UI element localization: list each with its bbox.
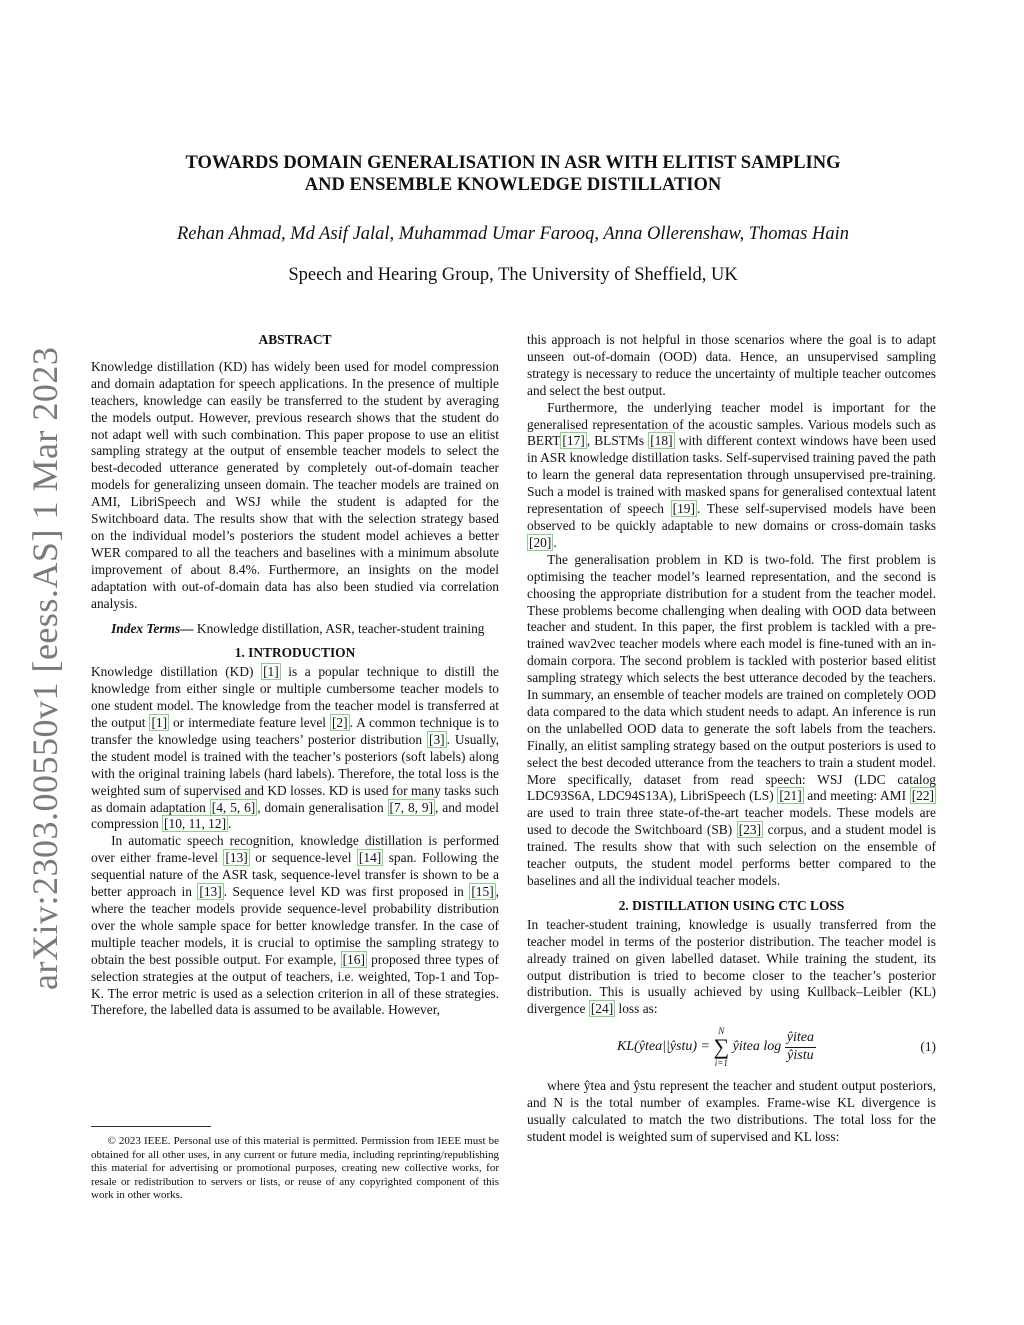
citation-link[interactable]: [13]: [225, 850, 248, 866]
summation-symbol: N ∑ i=1: [713, 1026, 730, 1069]
kl-divergence-formula: KL(ŷtea||ŷstu) = N ∑ i=1 ŷitea log $\frac{\text{ŷitea}}{\text{ŷistu}}$: [617, 1026, 814, 1069]
citation-link[interactable]: [2]: [331, 715, 348, 731]
right-paragraph-3: The generalisation problem in KD is two-fold. The first problem is optimising the teacher model’s learned representation, and the second is choosing the appropriate distribution for a student from the teacher model. These problems become challenging when dealing with OOD data between teacher and student. In this paper, the first problem is tackled with a pre-trained wav2vec teacher models where each model is fine-tuned with an in-domain corpora. The second problem is tackled with posterior based elitist sampling strategy which selects the best utterance decoded by the teachers. In summary, an ensemble of teacher models are trained on completely OOD data compared to the data which student needs to adapt. An inference is run on the unlabelled OOD data to generate the soft labels from the teachers. Finally, an elitist sampling strategy based on the output posteriors is used to select the best decoded utterance from the teachers to train a student model. More specifically, dataset from read speech: WSJ (LDC catalog LDC93S6A, LDC94S13A), LibriSpeech (LS) [21] and meeting: AMI [22] are used to train three state-of-the-art teacher models. These models are used to decode the Switchboard (SB) [23] corpus, and a student model is trained. The results show that with such selection on the ensemble of teacher outputs, the student model performs better compared to the baselines and all the individual teacher models.: [527, 551, 936, 888]
citation-link[interactable]: [10, 11, 12]: [164, 816, 227, 832]
author-list: Rehan Ahmad, Md Asif Jalal, Muhammad Umar Farooq, Anna Ollerenshaw, Thomas Hain: [177, 224, 849, 244]
arxiv-identifier: arXiv:2303.00550v1 [eess.AS] 1 Mar 2023: [25, 346, 65, 990]
footnote-text: © 2023 IEEE. Personal use of this material is permitted. Permission from IEEE must be obtained for all other uses, in any current or future media, including reprinting/republishing this material for advertising or promotional purposes, creating new collective works, for resale or redistribution to servers or lists, or reuse of any copyrighted component of this work in other works.: [91, 1135, 499, 1202]
citation-link[interactable]: [1]: [263, 664, 279, 680]
right-paragraph-1: this approach is not helpful in those scenarios where the goal is to adapt unseen out-of-domain (OOD) data. Hence, an unsupervised sampling strategy is necessary to reduce the uncertainty of multiple teacher outcomes and select the best output.: [527, 332, 936, 398]
index-terms: [91, 621, 499, 638]
equation-number: (1): [920, 1038, 936, 1054]
citation-link[interactable]: [19]: [672, 501, 695, 517]
section-1-heading: 1. INTRODUCTION: [234, 645, 356, 661]
citation-link[interactable]: [7, 8, 9]: [389, 799, 434, 815]
citation-link[interactable]: [14]: [358, 850, 382, 866]
right-paragraph-2: Furthermore, the underlying teacher model is important for the generalised representation of the acoustic samples. Various models such as BERT [17] , BLSTMs [18] with different context windows have been used in ASR knowledge distillation tasks. Self-supervised training paved the path to learn the general data representation through unsupervised pre-training. Such a model is trained with masked spans for generalised contextual latent representation of speech [19] . These self-supervised models have been observed to be quickly adaptable to new domains or cross-domain tasks [20] .: [527, 399, 937, 550]
index-terms-label: Index Terms—: [111, 620, 194, 636]
right-column: [527, 332, 936, 1146]
intro-paragraph-1: Knowledge distillation (KD) [1] is a popular technique to distill the knowledge from either single or multiple cumbersome teacher models to one student model. The knowledge from the teacher model is transferred at the output [1] or intermediate feature level [2] . A common technique is to transfer the knowledge using teachers’ posterior distribution [3] . Usually, the student model is trained with the teacher’s posteriors (soft labels) along with the original training labels (hard labels). Therefore, the total loss is the weighted sum of supervised and KD losses. KD is used for many tasks such as domain adaptation [4, 5, 6] , domain generalisation [7, 8, 9] , and model compression [10, 11, 12] .: [91, 664, 499, 832]
section-2-paragraph: In teacher-student training, knowledge is usually transferred from the teacher model in terms of the posterior distribution. The teacher model is already trained on given labelled dataset. While training the student, its output distribution is tried to become closer to the teacher’s posterior distribution. This is usually achieved by using Kullback–Leibler (KL) divergence [24] loss as:: [527, 916, 936, 1017]
paper-title: [100, 152, 926, 196]
copyright-footnote: [91, 1126, 499, 1203]
title-line-1: TOWARDS DOMAIN GENERALISATION IN ASR WITH ELITIST SAMPLING: [185, 153, 841, 173]
index-terms-text: Knowledge distillation, ASR, teacher-student training: [193, 620, 485, 636]
citation-link[interactable]: [3]: [428, 731, 445, 747]
citation-link[interactable]: [1]: [151, 715, 168, 731]
citation-link[interactable]: [21]: [779, 788, 802, 804]
citation-link[interactable]: [17]: [562, 433, 585, 449]
citation-link[interactable]: [22]: [911, 788, 934, 804]
left-column: [91, 332, 499, 1019]
section-2-heading: 2. DISTILLATION USING CTC LOSS: [618, 897, 845, 913]
abstract-text: Knowledge distillation (KD) has widely been used for model compression and domain adaptation for speech applications. In the presence of multiple teachers, knowledge can easily be transferred to the student by averaging the models output. However, previous research shows that the student do not adapt well with such combination. This paper propose to use an elitist sampling strategy at the output of ensemble teacher models to select the best-decoded utterance generated by completely out-of-domain teacher models for generalizing unseen domain. The teacher models are trained on AMI, LibriSpeech and WSJ while the student is adapted for the Switchboard data. The results show that with the selection strategy based on the individual model’s posteriors the student model achieves a better WER compared to all the teachers and baselines with a minimum absolute improvement of about 8.4%. Furthermore, an insights on the model adaptation with out-of-domain data has also been studied via correlation analysis.: [91, 358, 499, 611]
citation-link[interactable]: [18]: [650, 433, 673, 449]
citation-link[interactable]: [15]: [471, 884, 494, 900]
citation-link[interactable]: [24]: [590, 1001, 614, 1017]
citation-link[interactable]: [16]: [342, 951, 365, 967]
citation-link[interactable]: [20]: [529, 534, 552, 550]
paper-header: [100, 152, 926, 286]
equation-1: [527, 1026, 936, 1068]
citation-link[interactable]: [13]: [199, 884, 222, 900]
intro-paragraph-2: In automatic speech recognition, knowledge distillation is performed over either frame-level [13] or sequence-level [14] span. Following the sequential nature of the ASR task, sequence-level transfer is shown to be a better approach in [13] . Sequence level KD was first proposed in [15] , where the teacher models provide sequence-level probability distribution over the whole sample space for better knowledge transfer. In the case of multiple teacher models, it is crucial to optimise the sampling strategy to obtain the best possible output. For example, [16] proposed three types of selection strategies at the output of teachers, i.e. weighted, Top-1 and Top-K. The error metric is used as a selection criterion in all of these strategies. Therefore, the labelled data is assumed to be available. However,: [91, 833, 500, 1018]
fraction: $\frac{\text{ŷitea}}{\text{ŷistu}}$: [786, 1029, 814, 1063]
citation-link[interactable]: [4, 5, 6]: [211, 799, 256, 815]
citation-link[interactable]: [23]: [738, 822, 762, 838]
affiliation: Speech and Hearing Group, The University of Sheffield, UK: [288, 265, 738, 285]
right-paragraph-5: where ŷtea and ŷstu represent the teacher and student output posteriors, and N is the total number of examples. Frame-wise KL divergence is usually calculated to match the two distributions. The total loss for the student model is weighted sum of supervised and KL loss:: [527, 1078, 936, 1144]
footnote-divider: [91, 1126, 211, 1127]
title-line-2: AND ENSEMBLE KNOWLEDGE DISTILLATION: [304, 175, 722, 195]
abstract-heading: ABSTRACT: [258, 332, 332, 347]
